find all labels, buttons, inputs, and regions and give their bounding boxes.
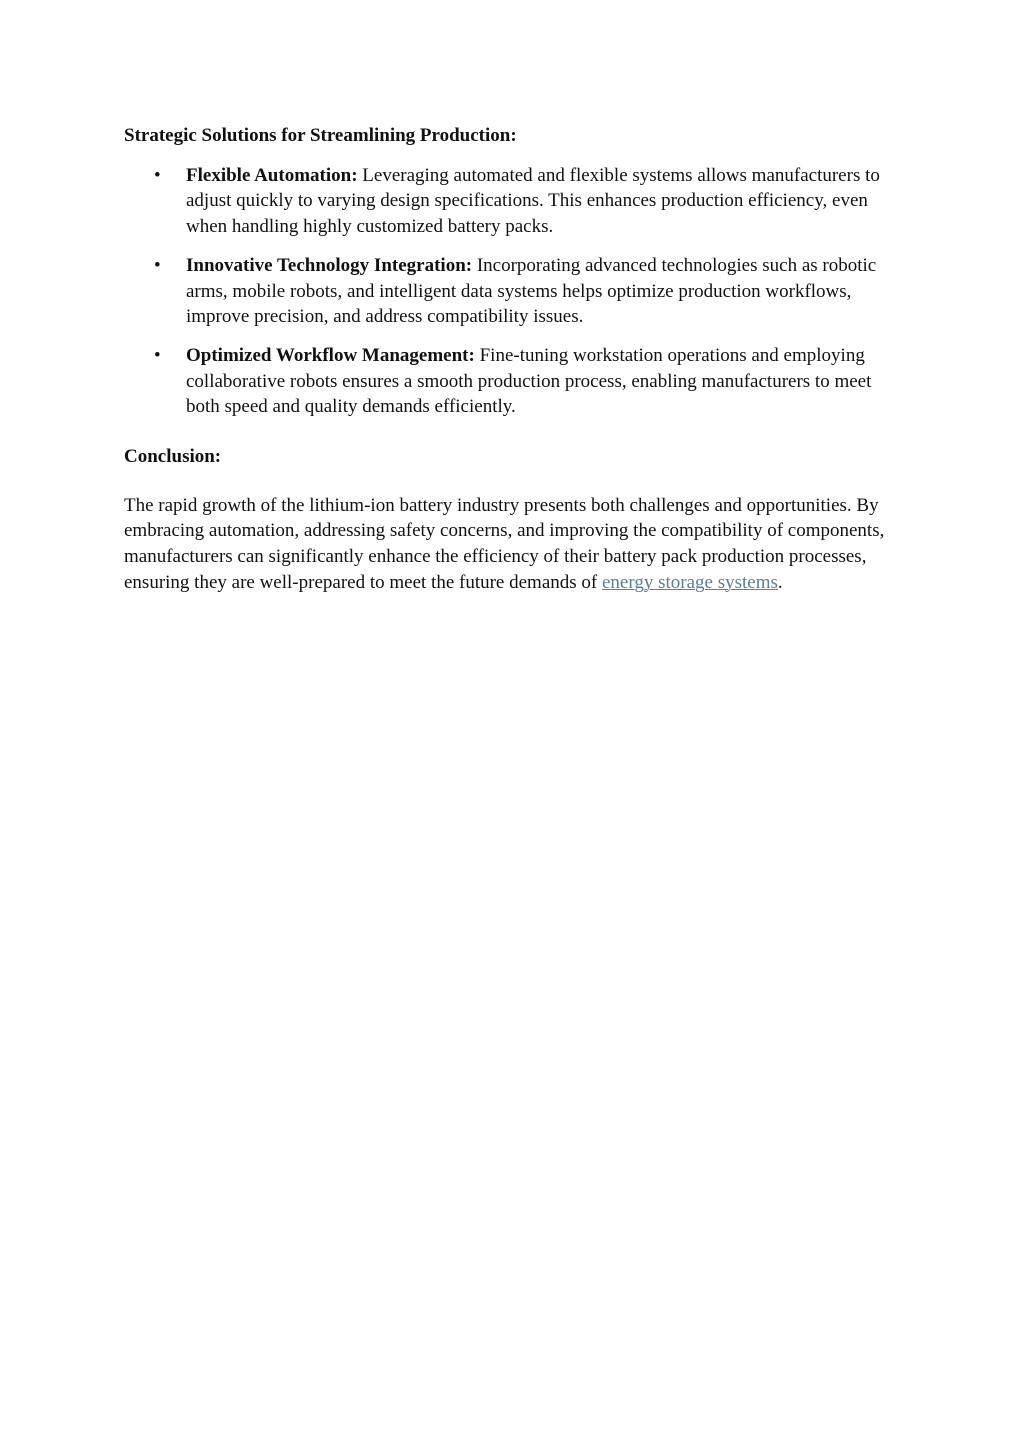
list-item-text: Leveraging automated and flexible systems allows manufacturers to adjust quickly to varying design specifications. This enhances production efficiency, even when handling highly customized battery packs.: [186, 164, 880, 238]
energy-storage-link[interactable]: energy storage systems: [601, 571, 778, 593]
list-item: [124, 343, 894, 420]
conclusion-heading: Conclusion:: [124, 446, 222, 468]
list-item-term: Flexible Automation:: [186, 164, 358, 186]
bullet-icon: •: [154, 164, 161, 186]
document-page: [124, 123, 894, 596]
bullet-icon: •: [154, 254, 161, 276]
list-item: [124, 163, 894, 240]
conclusion-paragraph: [124, 493, 894, 596]
list-item: [124, 253, 894, 330]
conclusion-text: The rapid growth of the lithium-ion battery industry presents both challenges and opportunities. By embracing automation, addressing safety concerns, and improving the compatibility of components, manufacturers can significantly enhance the efficiency of their battery pack production processes, ensuring they are well-prepared to meet the future demands of: [124, 494, 885, 593]
conclusion-period: .: [777, 571, 783, 593]
list-item-term: Optimized Workflow Management:: [186, 344, 475, 366]
list-item-text: Fine-tuning workstation operations and employing collaborative robots ensures a smooth production process, enabling manufacturers to meet both speed and quality demands efficiently.: [186, 344, 872, 418]
section-heading: Strategic Solutions for Streamlining Production:: [124, 125, 517, 146]
list-item-text: Incorporating advanced technologies such as robotic arms, mobile robots, and intelligent data systems helps optimize production workflows, improve precision, and address compatibility issues.: [186, 254, 877, 328]
solutions-list: [124, 163, 894, 420]
bullet-icon: •: [154, 344, 161, 366]
list-item-term: Innovative Technology Integration:: [186, 254, 473, 276]
